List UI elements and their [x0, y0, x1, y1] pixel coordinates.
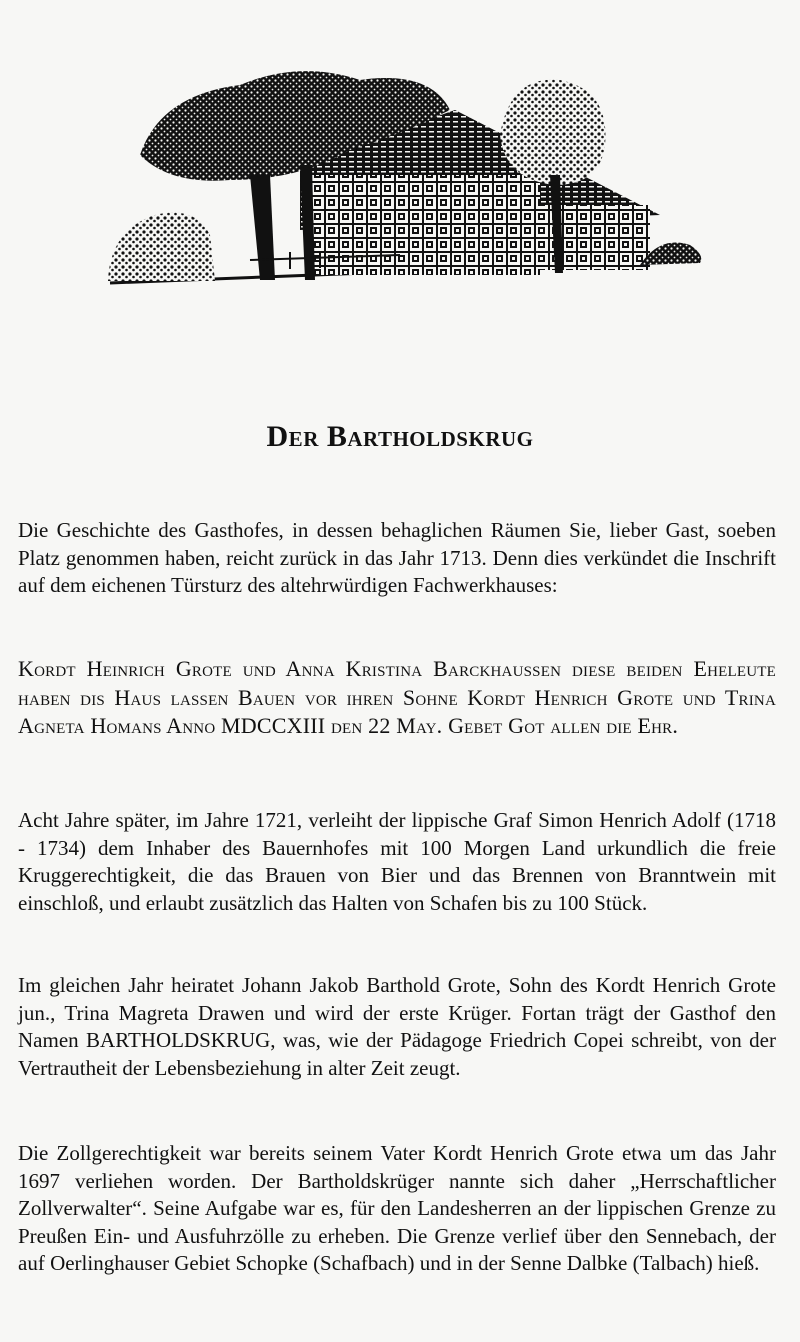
intro-paragraph: Die Geschichte des Gasthofes, in dessen behaglichen Räumen Sie, lieber Gast, soeben Platz genommen haben, reicht zurück in das Jahr 1713. Denn dies verkündet die Inschrift auf dem eichenen Türsturz des altehrwürdigen Fachwerkhauses: [18, 518, 776, 597]
history-paragraph-marriage: Im gleichen Jahr heiratet Johann Jakob Barthold Grote, Sohn des Kordt Henrich Grote jun., Trina Magreta Drawen und wird der erste Krüger. Fortan trägt der Gasthof den Namen BARTHOLDSKRUG, was, wie der Pädagoge Friedrich Copei schreibt, von der Vertrautheit der Lebensbeziehung in alter Zeit zeugt. [18, 973, 776, 1080]
timber-frame-house-with-trees-icon [100, 55, 710, 305]
history-paragraph-1721: Acht Jahre später, im Jahre 1721, verleiht der lippische Graf Simon Henrich Adolf (1718 - 1734) dem Inhaber des Bauernhofes mit 100 Morgen Land urkundlich die freie Kruggerechtigkeit, die das Brauen von Bier und das Brennen von Branntwein mit einschloß, und erlaubt zusätzlich das Halten von Schafen bis zu 100 Stück. [18, 808, 776, 915]
history-paragraph-customs: Die Zollgerechtigkeit war bereits seinem Vater Kordt Henrich Grote etwa um das Jahr 1697 verliehen worden. Der Bartholdskrüger nannte sich daher „Herrschaftlicher Zollverwalter“. Seine Aufgabe war es, für den Landesherren an der lippischen Grenze zu Preußen Ein- und Ausfuhrzölle zu erheben. Die Grenze verlief über den Sennebach, der auf Oerlinghauser Gebiet Schopke (Schafbach) und in der Senne Dalbke (Talbach) hieß. [18, 1141, 776, 1275]
page-title: Der Bartholdskrug [266, 420, 534, 453]
inscription-paragraph: Kordt Heinrich Grote und Anna Kristina Barckhaussen diese beiden Eheleute haben dis Haus lassen Bauen vor ihren Sohne Kordt Henrich Grote und Trina Agneta Homans Anno MDCCXIII den 22 May. Gebet Got allen die Ehr. [18, 656, 776, 738]
